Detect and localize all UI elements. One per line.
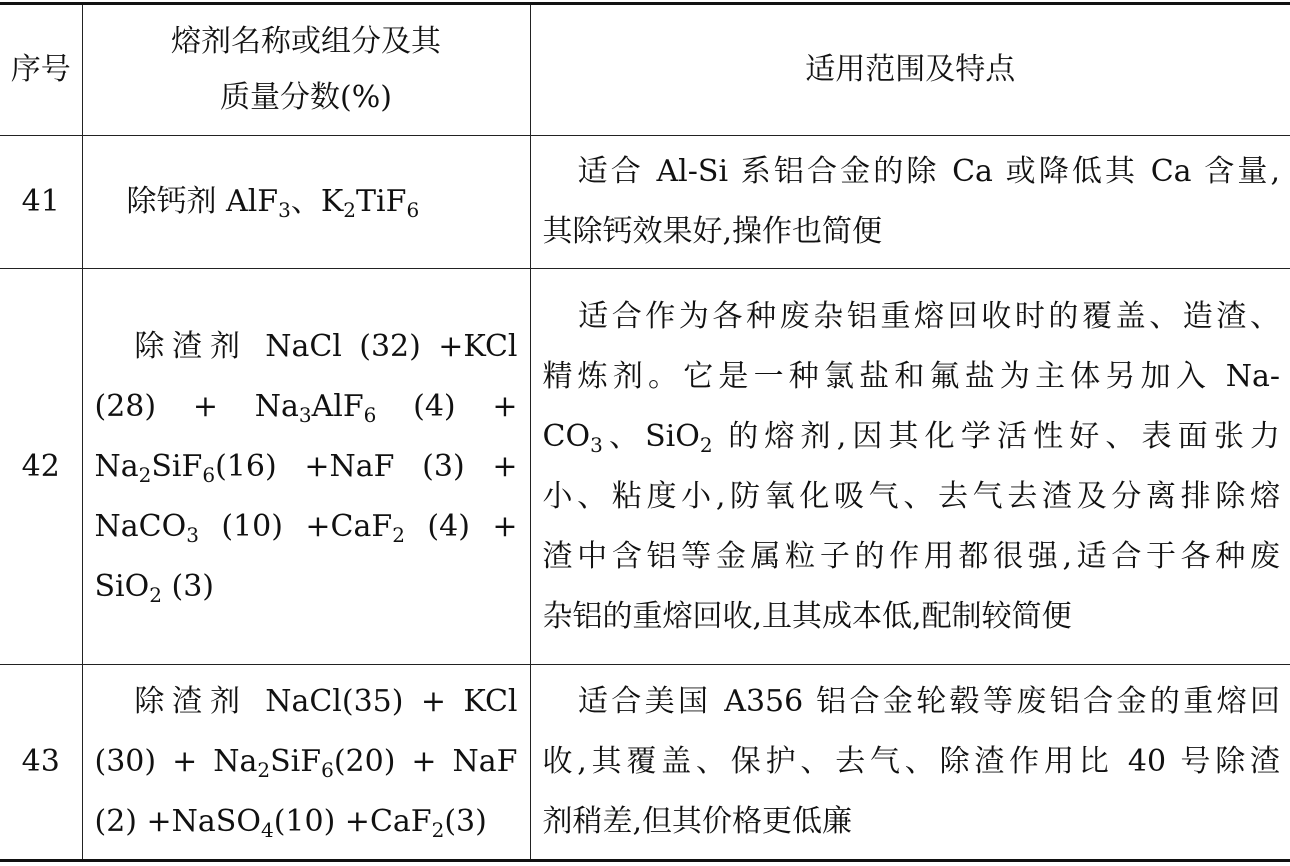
row-number: 43	[0, 665, 82, 861]
description-line: 适合 Al-Si 系铝合金的除 Ca 或降低其 Ca 含量,	[574, 154, 1280, 189]
flux-line: SiO$_2$ (3)	[94, 568, 215, 607]
description-line: 精炼剂。它是一种氯盐和氟盐为主体另加入 Na-	[542, 358, 1280, 394]
header-flux-composition	[82, 4, 530, 136]
description-line: 其除钙效果好,操作也简便	[542, 214, 883, 249]
table-row	[0, 269, 1290, 665]
flux-line: $(28) + Na_3AlF_6$ (4) +	[94, 388, 518, 427]
flux-line: NaCO$_3$ (10) +CaF$_2$ (4) +	[94, 508, 518, 547]
table-row	[0, 665, 1290, 861]
description-line: 收,其覆盖、保护、去气、除渣作用比 40 号除渣	[542, 744, 1280, 779]
flux-cell	[82, 269, 530, 665]
description-cell	[530, 269, 1290, 665]
flux-line: 除渣剂 NaCl (32) +KCl	[126, 328, 518, 364]
flux-text: 除钙剂 AlF$_3$、$K_2TiF_6$	[126, 184, 420, 222]
flux-cell	[82, 665, 530, 861]
description-cell	[530, 665, 1290, 861]
flux-line: (2) +NaSO$_4$(10) +CaF$_2$(3)	[94, 804, 487, 842]
header-number: 序号	[0, 4, 82, 136]
table-header-row	[0, 4, 1290, 136]
flux-line: 除渣剂 NaCl(35) + KCl	[126, 684, 518, 719]
description-line: $CO_3$、SiO$_2$ 的熔剂,因其化学活性好、表面张力	[542, 418, 1280, 457]
description-line: 适合美国 A356 铝合金轮毂等废铝合金的重熔回	[574, 684, 1280, 719]
description-line: 剂稍差,但其价格更低廉	[542, 804, 853, 839]
flux-table	[0, 2, 1290, 862]
table-row	[0, 136, 1290, 269]
description-line: 杂铝的重熔回收,且其成本低,配制较简便	[542, 598, 1072, 634]
flux-cell	[82, 136, 530, 269]
description-cell	[530, 136, 1290, 269]
header-application: 适用范围及特点	[530, 4, 1290, 136]
description-line: 渣中含铝等金属粒子的作用都很强,适合于各种废	[542, 538, 1280, 574]
description-line: 适合作为各种废杂铝重熔回收时的覆盖、造渣、	[574, 298, 1280, 334]
header-flux-line1: 熔剂名称或组分及其	[171, 24, 441, 59]
flux-line: $(30) + Na_2SiF_6(20)$ + NaF	[94, 744, 518, 782]
row-number: 41	[0, 136, 82, 269]
header-flux-line2: 质量分数(%)	[220, 80, 392, 115]
description-line: 小、粘度小,防氧化吸气、去气去渣及分离排除熔	[542, 478, 1280, 514]
flux-line: $Na_2SiF_6(16) +NaF$ (3) +	[94, 448, 518, 487]
row-number: 42	[0, 269, 82, 665]
